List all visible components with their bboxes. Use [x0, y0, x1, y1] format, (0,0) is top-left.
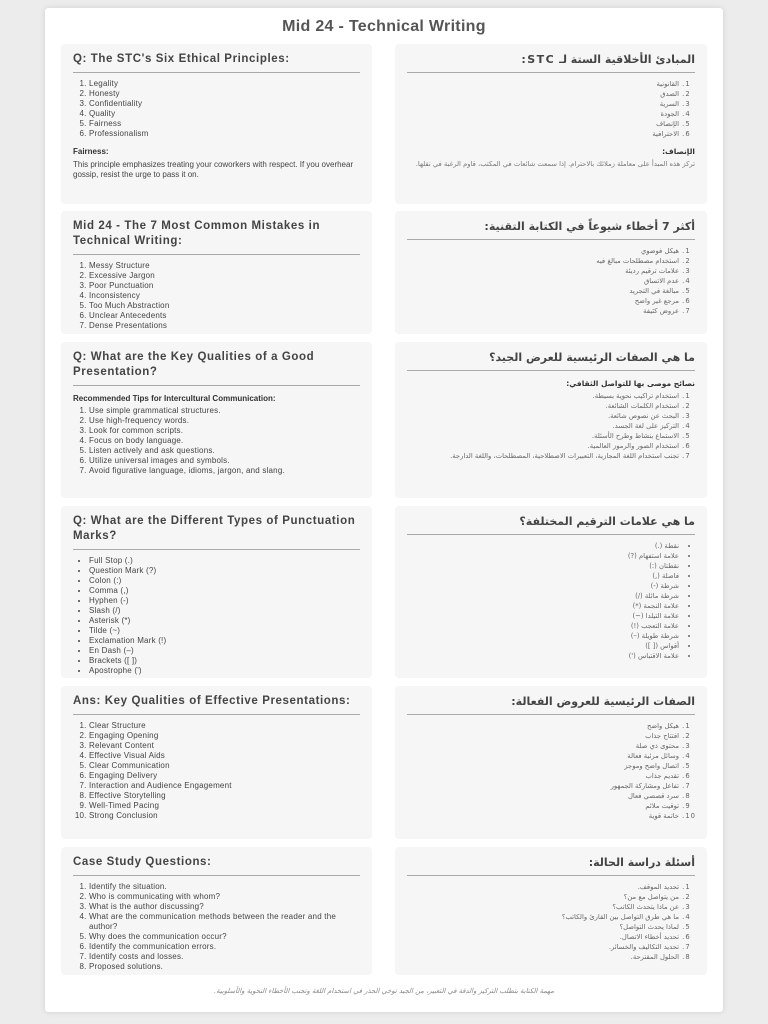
presentation-heading-ar: ما هي الصفات الرئيسية للعرض الجيد؟	[407, 350, 695, 371]
ethics-heading-ar: المبادئ الأخلاقية الستة لـ STC:	[407, 52, 695, 73]
list-item: 4. عدم الاتساق	[407, 276, 679, 286]
list-item: 8. الحلول المقترحة.	[407, 952, 679, 962]
list-item: 2. Honesty	[89, 89, 360, 99]
fairness-paragraph-en: This principle emphasizes treating your coworkers with respect. If you overhear gossip, resist the urge to pass it on.	[73, 160, 354, 179]
list-item: • علامة النجمة (*)	[407, 601, 679, 611]
list-item: 7. تجنب استخدام اللغة المجازية، التعبيرات الاصطلاحية، المصطلحات، واللغة الدارجة.	[407, 451, 679, 461]
list-item: 3. عن ماذا يتحدث الكاتب؟	[407, 902, 679, 912]
list-item: • علامة التيلدا (~)	[407, 611, 679, 621]
document-page	[45, 8, 723, 1012]
list-item: 5. Listen actively and ask questions.	[89, 446, 360, 456]
list-item: 7. Interaction and Audience Engagement	[89, 781, 360, 791]
qualities-card-ar	[395, 686, 707, 839]
fairness-paragraph-ar: تركز هذه المبدأ على معاملة زملائك بالاحترام. إذا سمعت شائعات في المكتب، قاوم الرغبة في نقلها.	[415, 160, 695, 168]
list-item: • Brackets ([ ])	[89, 656, 360, 666]
list-item: • فاصلة (,)	[407, 571, 679, 581]
list-item: 1. Clear Structure	[89, 721, 360, 731]
list-item: 2. افتتاح جذاب	[407, 731, 679, 741]
list-item: 4. Focus on body language.	[89, 436, 360, 446]
list-item: 2. Use high-frequency words.	[89, 416, 360, 426]
list-item: • Slash (/)	[89, 606, 360, 616]
list-item: • علامة التعجب (!)	[407, 621, 679, 631]
list-item: • Exclamation Mark (!)	[89, 636, 360, 646]
ethics-list-ar	[407, 79, 695, 139]
mistakes-card-ar	[395, 211, 707, 334]
list-item: 1. هيكل فوضوي	[407, 246, 679, 256]
list-item: 3. محتوى ذي صلة	[407, 741, 679, 751]
list-item: 2. الصدق	[407, 89, 679, 99]
list-item: 6. Engaging Delivery	[89, 771, 360, 781]
list-item: 6. الاحترافية	[407, 129, 679, 139]
list-item: 6. Unclear Antecedents	[89, 311, 360, 321]
tips-subheading-en: Recommended Tips for Intercultural Communication:	[73, 394, 276, 403]
list-item: 1. هيكل واضح	[407, 721, 679, 731]
list-item: 8. Effective Storytelling	[89, 791, 360, 801]
case-study-heading-en: Case Study Questions:	[73, 855, 360, 876]
list-item: • Asterisk (*)	[89, 616, 360, 626]
list-item: 3. Poor Punctuation	[89, 281, 360, 291]
list-item: 3. علامات ترقيم رديئة	[407, 266, 679, 276]
fairness-subheading-ar: الإنصاف:	[662, 147, 695, 156]
list-item: 5. الإنصاف	[407, 119, 679, 129]
punctuation-card-en	[61, 506, 372, 678]
qualities-list-ar	[407, 721, 695, 821]
punctuation-list-ar	[407, 541, 695, 661]
list-item: 3. What is the author discussing?	[89, 902, 360, 912]
mistakes-list-en	[73, 261, 360, 331]
ethics-card-ar	[395, 44, 707, 204]
presentation-card-en	[61, 342, 372, 498]
list-item: 5. مبالغة في التجريد	[407, 286, 679, 296]
case-study-card-ar	[395, 847, 707, 975]
qualities-heading-ar: الصفات الرئيسية للعروض الفعالة:	[407, 694, 695, 715]
list-item: 4. Quality	[89, 109, 360, 119]
mistakes-list-ar	[407, 246, 695, 316]
qualities-heading-en: Ans: Key Qualities of Effective Presentations:	[73, 694, 360, 715]
punctuation-heading-ar: ما هي علامات الترقيم المختلفة؟	[407, 514, 695, 535]
list-item: • شرطة (-)	[407, 581, 679, 591]
list-item: 5. Clear Communication	[89, 761, 360, 771]
list-item: 7. عروض كثيفة	[407, 306, 679, 316]
list-item: 4. What are the communication methods between the reader and the author?	[89, 912, 360, 932]
list-item: 6. استخدام الصور والرموز العالمية.	[407, 441, 679, 451]
mistakes-heading-en: Mid 24 - The 7 Most Common Mistakes in Technical Writing:	[73, 219, 360, 255]
list-item: 7. Dense Presentations	[89, 321, 360, 331]
list-item: 3. السرية	[407, 99, 679, 109]
list-item: 7. تفاعل ومشاركة الجمهور	[407, 781, 679, 791]
fairness-subheading-en: Fairness:	[73, 147, 109, 156]
list-item: 1. Messy Structure	[89, 261, 360, 271]
list-item: 5. اتصال واضح وموجز	[407, 761, 679, 771]
mistakes-heading-ar: أكثر 7 أخطاء شيوعاً في الكتابة التقنية:	[407, 219, 695, 240]
list-item: 5. لماذا يحدث التواصل؟	[407, 922, 679, 932]
list-item: 5. Fairness	[89, 119, 360, 129]
list-item: 2. Engaging Opening	[89, 731, 360, 741]
case-study-card-en	[61, 847, 372, 975]
list-item: 6. مرجع غير واضح	[407, 296, 679, 306]
tips-list-ar	[407, 391, 695, 461]
list-item: 5. الاستماع بنشاط وطرح الأسئلة.	[407, 431, 679, 441]
punctuation-list-en	[73, 556, 360, 676]
list-item: 1. Legality	[89, 79, 360, 89]
page-title: Mid 24 - Technical Writing	[282, 18, 486, 35]
list-item: 7. Avoid figurative language, idioms, jargon, and slang.	[89, 466, 360, 476]
list-item: • Tilde (~)	[89, 626, 360, 636]
list-item: • Question Mark (?)	[89, 566, 360, 576]
list-item: • علامة استفهام (?)	[407, 551, 679, 561]
list-item: 5. Why does the communication occur?	[89, 932, 360, 942]
list-item: 4. Effective Visual Aids	[89, 751, 360, 761]
list-item: 1. القانونية	[407, 79, 679, 89]
list-item: • Full Stop (.)	[89, 556, 360, 566]
mistakes-card-en	[61, 211, 372, 334]
list-item: 1. Use simple grammatical structures.	[89, 406, 360, 416]
list-item: 6. Professionalism	[89, 129, 360, 139]
footer-note: مهمة الكتابة بتطلب التركيز والدقة في التعبير، من الجيد توخي الحذر في استخدام اللغة وتجنب الأخطاء النحوية والأسلوبية.	[214, 987, 554, 995]
list-item: 4. التركيز على لغة الجسد.	[407, 421, 679, 431]
list-item: • علامة الاقتباس (')	[407, 651, 679, 661]
list-item: 1. Identify the situation.	[89, 882, 360, 892]
ethics-card-en	[61, 44, 372, 204]
list-item: 4. Inconsistency	[89, 291, 360, 301]
list-item: 2. استخدام مصطلحات مبالغ فيه	[407, 256, 679, 266]
list-item: • Hyphen (-)	[89, 596, 360, 606]
punctuation-card-ar	[395, 506, 707, 678]
list-item: • En Dash (–)	[89, 646, 360, 656]
list-item: 4. ما هي طرق التواصل بين القارئ والكاتب؟	[407, 912, 679, 922]
punctuation-heading-en: Q: What are the Different Types of Punctuation Marks?	[73, 514, 360, 550]
list-item: 3. Confidentiality	[89, 99, 360, 109]
list-item: 3. Relevant Content	[89, 741, 360, 751]
presentation-card-ar	[395, 342, 707, 498]
list-item: 2. Who is communicating with whom?	[89, 892, 360, 902]
list-item: 3. البحث عن نصوص شائعة.	[407, 411, 679, 421]
list-item: 7. Identify costs and losses.	[89, 952, 360, 962]
ethics-list-en	[73, 79, 360, 139]
qualities-card-en	[61, 686, 372, 839]
list-item: • Comma (,)	[89, 586, 360, 596]
list-item: 9. توقيت ملائم	[407, 801, 679, 811]
list-item: 6. تقديم جذاب	[407, 771, 679, 781]
list-item: 10. خاتمة قوية	[407, 811, 679, 821]
list-item: • Colon (:)	[89, 576, 360, 586]
list-item: 1. تحديد الموقف.	[407, 882, 679, 892]
list-item: 4. الجودة	[407, 109, 679, 119]
presentation-heading-en: Q: What are the Key Qualities of a Good Presentation?	[73, 350, 360, 386]
case-study-list-ar	[407, 882, 695, 962]
tips-list-en	[73, 406, 360, 476]
list-item: • نقطة (.)	[407, 541, 679, 551]
list-item: • شرطة طويلة (–)	[407, 631, 679, 641]
list-item: 8. Proposed solutions.	[89, 962, 360, 972]
case-study-list-en	[73, 882, 360, 972]
list-item: 6. تحديد أخطاء الاتصال.	[407, 932, 679, 942]
list-item: 6. Utilize universal images and symbols.	[89, 456, 360, 466]
list-item: 2. Excessive Jargon	[89, 271, 360, 281]
list-item: 9. Well-Timed Pacing	[89, 801, 360, 811]
list-item: 4. وسائل مرئية فعالة	[407, 751, 679, 761]
list-item: 1. استخدام تراكيب نحوية بسيطة.	[407, 391, 679, 401]
list-item: 2. من يتواصل مع من؟	[407, 892, 679, 902]
list-item: 2. استخدام الكلمات الشائعة.	[407, 401, 679, 411]
case-study-heading-ar: أسئلة دراسة الحالة:	[407, 855, 695, 876]
tips-subheading-ar: نصائح موصى بها للتواصل الثقافي:	[566, 379, 695, 388]
ethics-heading-en: Q: The STC's Six Ethical Principles:	[73, 52, 360, 73]
list-item: • أقواس ([ ])	[407, 641, 679, 651]
list-item: 6. Identify the communication errors.	[89, 942, 360, 952]
list-item: 8. سرد قصصي فعال	[407, 791, 679, 801]
list-item: 3. Look for common scripts.	[89, 426, 360, 436]
list-item: • شرطة مائلة (/)	[407, 591, 679, 601]
list-item: 7. تحديد التكاليف والخسائر.	[407, 942, 679, 952]
list-item: 10. Strong Conclusion	[89, 811, 360, 821]
qualities-list-en	[73, 721, 360, 821]
list-item: 5. Too Much Abstraction	[89, 301, 360, 311]
list-item: • Apostrophe (')	[89, 666, 360, 676]
list-item: • نقطتان (:)	[407, 561, 679, 571]
